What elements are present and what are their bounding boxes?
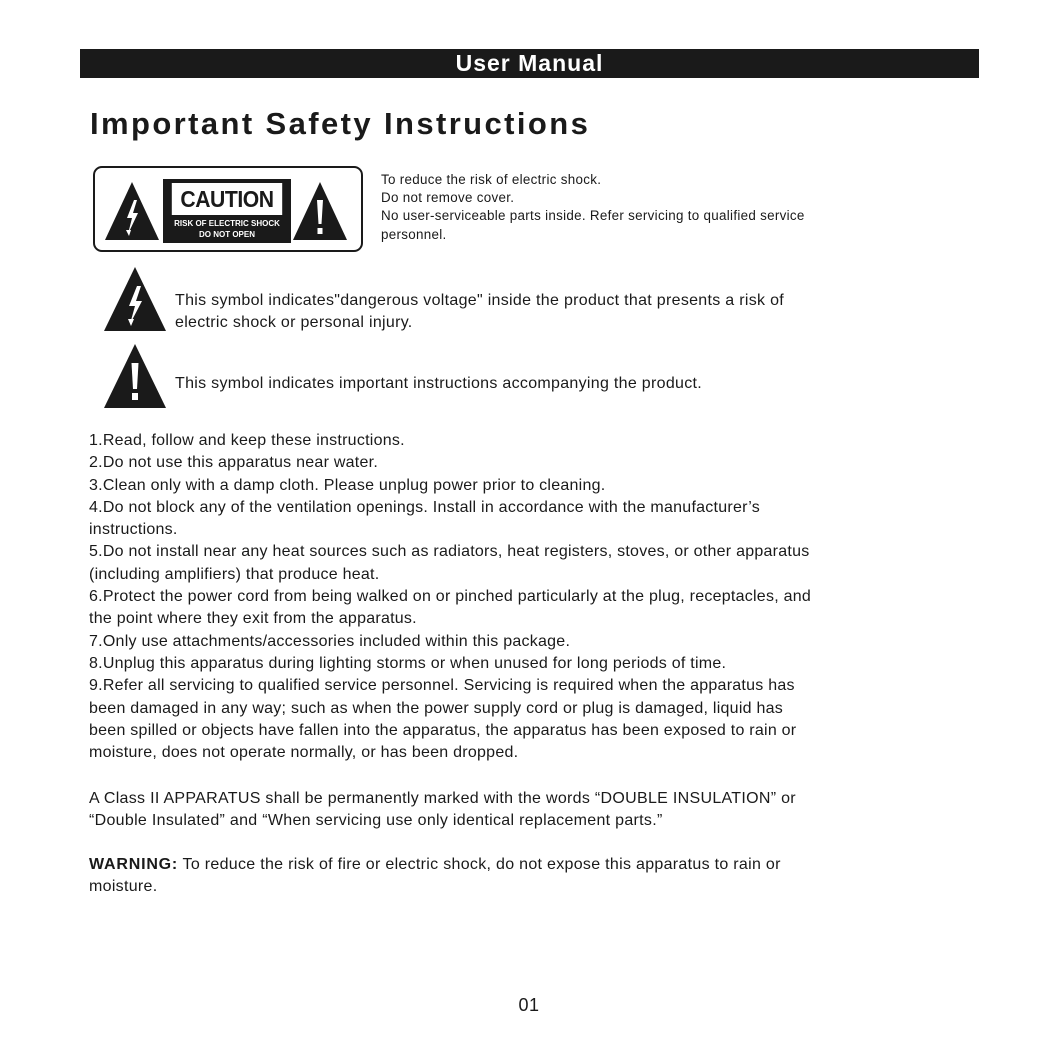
lightning-symbol-description <box>175 290 784 334</box>
header-title: User Manual <box>455 50 604 76</box>
warning-line: moisture. <box>89 878 158 896</box>
caution-text-line: personnel. <box>381 226 447 242</box>
page-number: 01 <box>518 995 540 1015</box>
symbol-text-line: This symbol indicates"dangerous voltage" inside the product that presents a risk of <box>175 292 785 309</box>
warning-text: To reduce the risk of fire or electric shock, do not expose this apparatus to rain or <box>178 856 781 873</box>
caution-text <box>381 171 805 244</box>
header-bar <box>80 49 979 78</box>
class-note-line: “Double Insulated” and “When servicing use only identical replacement parts.” <box>89 812 663 830</box>
lightning-triangle-icon <box>103 180 161 247</box>
caution-do-not-open-text: DO NOT OPEN <box>198 230 255 239</box>
caution-sign <box>163 179 291 243</box>
instruction-line: been damaged in any way; such as when the power supply cord or plug is damaged, liquid has <box>89 699 784 717</box>
instruction-line: the point where they exit from the apparatus. <box>89 610 417 628</box>
instruction-line: (including amplifiers) that produce heat. <box>89 565 380 583</box>
class-note-line: A Class II APPARATUS shall be permanently marked with the words “DOUBLE INSULATION” or <box>89 790 796 807</box>
instruction-line: 7.Only use attachments/accessories included within this package. <box>89 632 571 650</box>
exclamation-symbol-description <box>175 373 702 395</box>
caution-label-box <box>93 166 363 252</box>
caution-text-line: No user-serviceable parts inside. Refer servicing to qualified service <box>381 208 805 224</box>
instruction-line: 8.Unplug this apparatus during lighting storms or when unused for long periods of time. <box>89 654 727 672</box>
page-title: Important Safety Instructions <box>90 106 591 141</box>
instruction-line: 2.Do not use this apparatus near water. <box>89 454 379 472</box>
instruction-line: moisture, does not operate normally, or has been dropped. <box>89 744 519 762</box>
instruction-line: 6.Protect the power cord from being walked on or pinched particularly at the plug, receptacles, and <box>89 588 812 606</box>
instruction-line: 9.Refer all servicing to qualified service personnel. Servicing is required when the apparatus has <box>89 677 795 695</box>
warning-line <box>89 854 781 876</box>
instruction-line: instructions. <box>89 521 178 539</box>
exclamation-triangle-icon <box>291 180 349 247</box>
instruction-line: 5.Do not install near any heat sources such as radiators, heat registers, stoves, or other apparatus <box>89 543 810 561</box>
lightning-symbol-icon <box>103 266 167 337</box>
caution-word: CAUTION <box>172 183 282 215</box>
instructions-list <box>89 430 989 764</box>
caution-text-line: To reduce the risk of electric shock. <box>381 172 602 187</box>
exclamation-symbol-icon <box>103 343 167 414</box>
caution-text-line: Do not remove cover. <box>381 190 515 206</box>
instruction-line: 1.Read, follow and keep these instructions. <box>89 432 405 449</box>
class-ii-note <box>89 788 796 833</box>
caution-risk-text: RISK OF ELECTRIC SHOCK <box>174 219 280 228</box>
instruction-line: 4.Do not block any of the ventilation openings. Install in accordance with the manufacturer’s <box>89 498 761 516</box>
warning-label: WARNING: <box>89 856 179 873</box>
instruction-line: been spilled or objects have fallen into the apparatus, the apparatus has been exposed to rain or <box>89 721 797 739</box>
warning-note <box>89 854 781 899</box>
instruction-line: 3.Clean only with a damp cloth. Please unplug power prior to cleaning. <box>89 476 606 494</box>
symbol-text-line: This symbol indicates important instructions accompanying the product. <box>175 375 703 392</box>
symbol-text-line: electric shock or personal injury. <box>175 314 413 331</box>
